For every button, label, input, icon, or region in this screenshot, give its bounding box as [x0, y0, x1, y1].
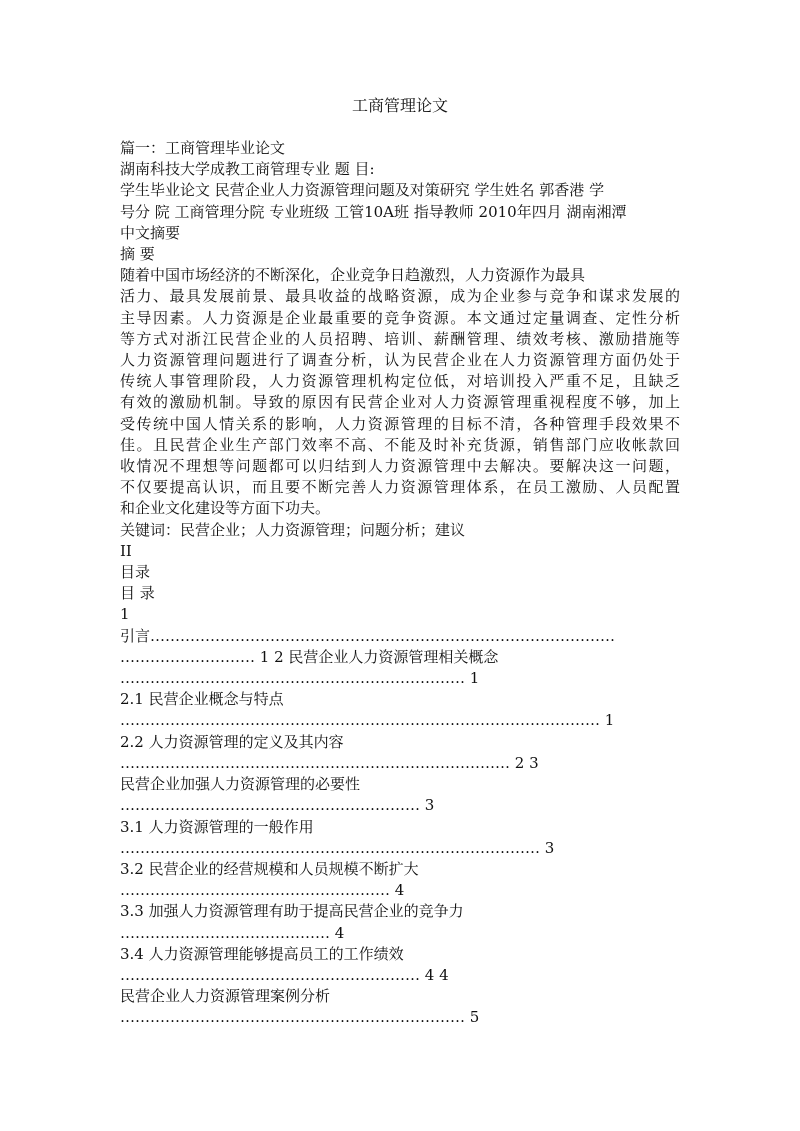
- toc-entry[interactable]: 民营企业人力资源管理案例分析: [120, 987, 331, 1006]
- abstract-line: 随着中国市场经济的不断深化，企业竞争日趋激烈，人力资源作为最具: [120, 266, 586, 285]
- keywords-line: 关键词：民营企业；人力资源管理；问题分析；建议: [120, 520, 466, 539]
- toc-entry[interactable]: 3.1 人力资源管理的一般作用: [120, 817, 314, 836]
- toc-entry[interactable]: 3.2 民营企业的经营规模和人员规模不断扩大: [120, 859, 419, 878]
- abstract-line: 活力、最具发展前景、最具收益的战略资源，成为企业参与竞争和谋求发展的: [120, 287, 680, 306]
- toc-leader: …………………………………………………… 3: [120, 796, 435, 815]
- abstract-line: 有效的激励机制。导致的原因有民营企业对人力资源管理重视程度不够，加上: [120, 393, 680, 412]
- table-of-contents: [120, 562, 680, 1028]
- toc-entry[interactable]: 3.3 加强人力资源管理有助于提高民营企业的竞争力: [120, 902, 464, 921]
- toc-entry[interactable]: 民营企业加强人力资源管理的必要性: [120, 775, 361, 794]
- toc-entry[interactable]: 2.2 人力资源管理的定义及其内容: [120, 732, 344, 751]
- abstract-line: 人力资源管理问题进行了调查分析，认为民营企业在人力资源管理方面仍处于: [120, 351, 680, 370]
- toc-leader: …………………………………………………………… 1: [120, 669, 480, 688]
- abstract-line: 传统人事管理阶段，人力资源管理机构定位低，对培训投入严重不足，且缺乏: [120, 372, 680, 391]
- toc-line: 1: [120, 605, 130, 624]
- toc-leader: ………………………………………………………………………… 3: [120, 838, 555, 857]
- header-line: 学生毕业论文 民营企业人力资源管理问题及对策研究 学生姓名 郭香港 学: [120, 181, 605, 200]
- toc-leader: …………………………………… 4: [120, 923, 345, 942]
- toc-leader: …………………………………………………………………………………… 1: [120, 711, 615, 730]
- abstract-line: 不仅要提高认识，而且要不断完善人力资源管理体系，在员工激励、人员配置: [120, 478, 680, 497]
- abstract-line: 等方式对浙江民营企业的人员招聘、培训、薪酬管理、绩效考核、激励措施等: [120, 329, 680, 348]
- abstract-line: 收情况不理想等问题都可以归结到人力资源管理中去解决。要解决这一问题，: [120, 457, 680, 476]
- header-line: 湖南科技大学成教工商管理专业 题 目:: [120, 160, 375, 179]
- header-line: 摘 要: [120, 245, 155, 264]
- header-block: [120, 138, 680, 265]
- abstract-paragraph: [120, 265, 680, 519]
- toc-leader: …………………………………………………………… 5: [120, 1008, 480, 1027]
- header-line: 中文摘要: [120, 223, 181, 242]
- toc-heading: 目录: [120, 563, 151, 582]
- document-body: [120, 138, 680, 1029]
- abstract-line: 主导因素。人力资源是企业最重要的竞争资源。本文通过定量调查、定性分析: [120, 308, 680, 327]
- toc-entry-intro[interactable]: 引言…………………………………………………………………………………: [120, 626, 616, 645]
- toc-entry[interactable]: 3.4 人力资源管理能够提高员工的工作绩效: [120, 944, 404, 963]
- document-title: 工商管理论文: [351, 96, 448, 115]
- toc-leader: …………………………………………………………………… 2 3: [120, 753, 539, 772]
- abstract-line: 受传统中国人情关系的影响，人力资源管理的目标不清，各种管理手段效果不: [120, 414, 680, 433]
- toc-line[interactable]: ……………………… 1 2 民营企业人力资源管理相关概念: [120, 647, 499, 666]
- toc-leader: ……………………………………………… 4: [120, 881, 405, 900]
- header-line: 篇一：工商管理毕业论文: [120, 139, 286, 157]
- toc-heading: 目 录: [120, 584, 155, 603]
- page-marker: II: [120, 541, 132, 560]
- header-line: 号分 院 工商管理分院 专业班级 工管10A班 指导教师 2010年四月 湖南湘潭: [120, 202, 627, 221]
- abstract-line: 和企业文化建设等方面下功夫。: [120, 499, 331, 518]
- abstract-line: 佳。且民营企业生产部门效率不高、不能及时补充货源，销售部门应收帐款回: [120, 435, 680, 454]
- toc-leader: …………………………………………………… 4 4: [120, 965, 449, 984]
- toc-entry[interactable]: 2.1 民营企业概念与特点: [120, 690, 284, 709]
